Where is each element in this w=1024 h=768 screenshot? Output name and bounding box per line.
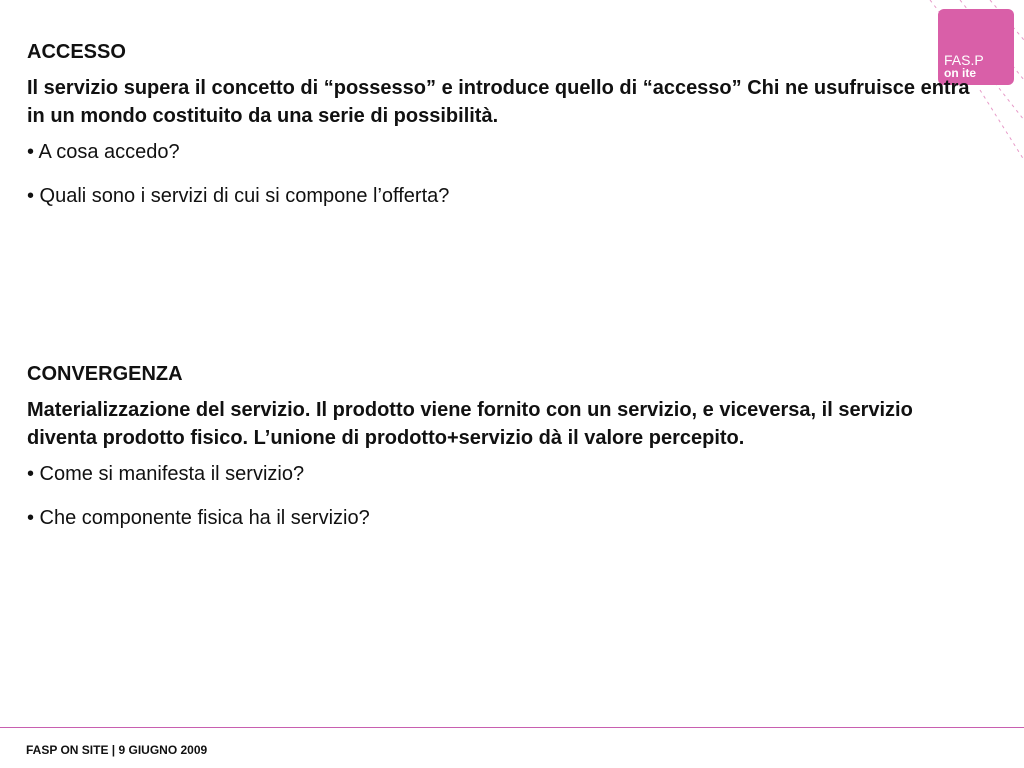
bullet-accesso-1: • A cosa accedo? bbox=[27, 141, 180, 163]
bullet-convergenza-1: • Come si manifesta il servizio? bbox=[27, 463, 305, 485]
footer-text: FASP ON SITE | 9 GIUGNO 2009 bbox=[26, 743, 208, 757]
bullet-convergenza-2: • Che componente fisica ha il servizio? bbox=[27, 507, 370, 529]
section-title-convergenza: CONVERGENZA bbox=[27, 363, 183, 385]
logo-text-line1: FAS.P bbox=[944, 52, 984, 68]
logo-text-line2: on ite bbox=[944, 66, 976, 80]
section-convergenza bbox=[27, 362, 977, 550]
bullet-accesso-2: • Quali sono i servizi di cui si compone l’offerta? bbox=[27, 185, 450, 207]
lead-convergenza: Materializzazione del servizio. Il prodotto viene fornito con un servizio, e viceversa, il servizio diventa prodotto fisico. L’unione di prodotto+servizio dà il valore percepito. bbox=[27, 399, 913, 449]
lead-accesso: Il servizio supera il concetto di “possesso” e introduce quello di “accesso” Chi ne usufruisce entra in un mondo costituito da una serie di possibilità. bbox=[27, 77, 970, 127]
section-title-accesso: ACCESSO bbox=[27, 41, 126, 63]
footer-divider bbox=[0, 727, 1024, 728]
section-accesso bbox=[27, 40, 977, 228]
